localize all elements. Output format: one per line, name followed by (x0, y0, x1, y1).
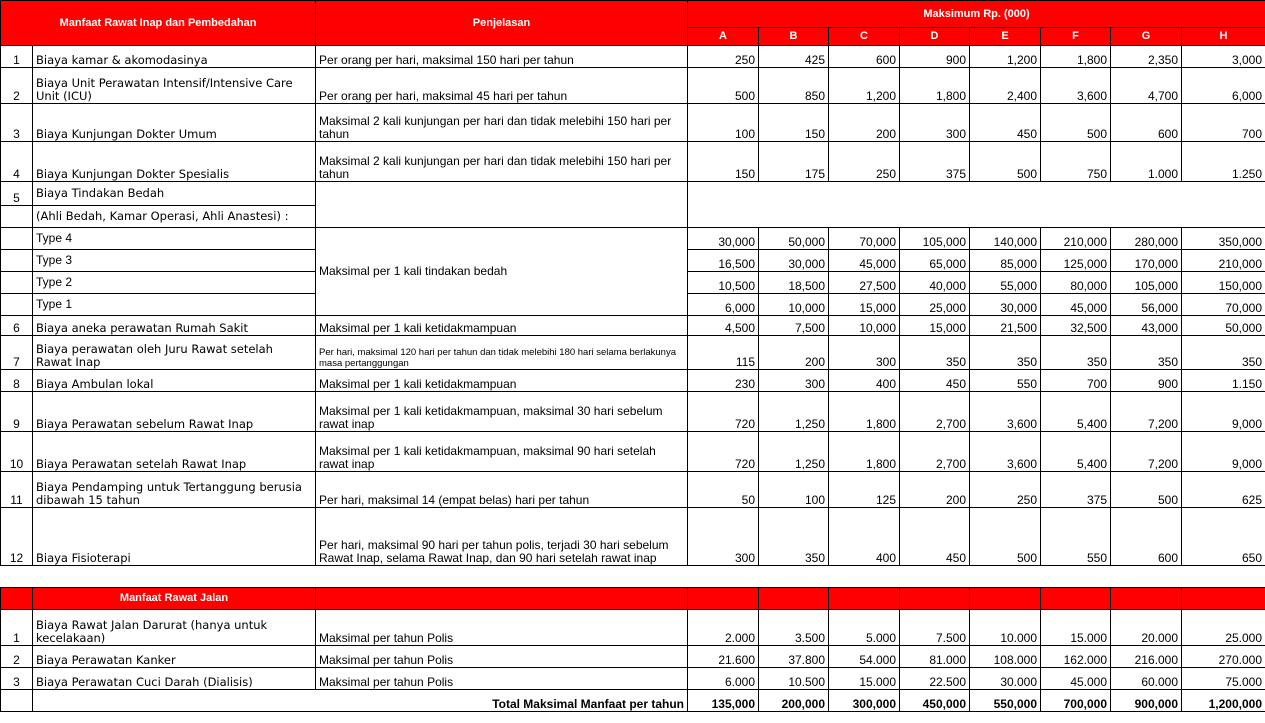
plan-value: 5,400 (1041, 392, 1111, 432)
plan-value: 175 (759, 142, 829, 182)
plan-value: 600 (1111, 508, 1182, 566)
row-number: 9 (1, 392, 33, 432)
plan-value: 32,500 (1041, 316, 1111, 336)
plan-value: 1,200 (970, 46, 1041, 68)
benefit-name: Biaya Pendamping untuk Tertanggung berusia dibawah 15 tahun (33, 472, 316, 508)
plan-value: 700 (1041, 370, 1111, 392)
blank-cell (316, 206, 688, 228)
row-number: 4 (1, 142, 33, 182)
benefit-description: Per hari, maksimal 120 hari per tahun dan tidak melebihi 180 hari selama berlakunya masa pertanggungan (316, 336, 688, 370)
plan-value: 10.000 (970, 610, 1041, 646)
plan-value: 720 (688, 392, 759, 432)
plan-value: 300 (829, 336, 900, 370)
plan-value: 7,200 (1111, 432, 1182, 472)
benefit-description: Maksimal per 1 kali ketidakmampuan, maksimal 90 hari setelah rawat inap (316, 432, 688, 472)
benefit-name: Biaya Kunjungan Dokter Umum (33, 104, 316, 142)
plan-header-g: G (1111, 28, 1182, 46)
plan-header-d: D (900, 28, 970, 46)
plan-value: 350 (970, 336, 1041, 370)
plan-value: 400 (829, 508, 900, 566)
plan-value: 1,800 (900, 68, 970, 104)
plan-value: 100 (759, 472, 829, 508)
plan-value: 700 (1182, 104, 1265, 142)
plan-value: 7.500 (900, 610, 970, 646)
plan-value: 600 (829, 46, 900, 68)
plan-value: 37.800 (759, 646, 829, 668)
plan-value: 115 (688, 336, 759, 370)
blank-header-cell (970, 588, 1041, 610)
plan-value: 1,800 (1041, 46, 1111, 68)
plan-value: 5,400 (1041, 432, 1111, 472)
plan-value: 30,000 (688, 228, 759, 250)
plan-value: 30,000 (759, 250, 829, 272)
plan-value: 108.000 (970, 646, 1041, 668)
benefit-name: Biaya kamar & akomodasinya (33, 46, 316, 68)
table-row (1, 668, 1265, 690)
blank-header-cell (316, 588, 688, 610)
benefit-description: Maksimal 2 kali kunjungan per hari dan tidak melebihi 150 hari per tahun (316, 142, 688, 182)
plan-value: 22.500 (900, 668, 970, 690)
plan-value: 450 (970, 104, 1041, 142)
benefit-description: Maksimal per tahun Polis (316, 668, 688, 690)
plan-value: 1,200 (829, 68, 900, 104)
row-number: 7 (1, 336, 33, 370)
plan-value: 45.000 (1041, 668, 1111, 690)
plan-value: 54.000 (829, 646, 900, 668)
plan-value: 10,500 (688, 272, 759, 294)
plan-value: 56,000 (1111, 294, 1182, 316)
blank-header-cell (759, 588, 829, 610)
surgery-type-name: Type 1 (33, 294, 316, 316)
benefit-name: Biaya Fisioterapi (33, 508, 316, 566)
plan-value: 550 (1041, 508, 1111, 566)
plan-value: 2,350 (1111, 46, 1182, 68)
plan-value: 162.000 (1041, 646, 1111, 668)
plan-value: 15.000 (1041, 610, 1111, 646)
spacer-row (1, 566, 1265, 588)
blank-header-cell (829, 588, 900, 610)
plan-value: 2.000 (688, 610, 759, 646)
plan-value: 105,000 (1111, 272, 1182, 294)
plan-value: 3,600 (970, 392, 1041, 432)
surgery-type-name: Type 2 (33, 272, 316, 294)
plan-value: 100 (688, 104, 759, 142)
blank-cell (1, 228, 33, 250)
total-row (1, 690, 1265, 712)
total-value: 200,000 (759, 690, 829, 712)
total-value: 300,000 (829, 690, 900, 712)
benefit-description: Maksimal per 1 kali ketidakmampuan, maksimal 30 hari sebelum rawat inap (316, 392, 688, 432)
plan-header-a: A (688, 28, 759, 46)
total-value: 450,000 (900, 690, 970, 712)
benefit-description: Per orang per hari, maksimal 150 hari per tahun (316, 46, 688, 68)
plan-value: 750 (1041, 142, 1111, 182)
benefit-table-body (1, 1, 1265, 712)
plan-value: 200 (900, 472, 970, 508)
row-number: 2 (1, 646, 33, 668)
table-row (1, 104, 1265, 142)
plan-value: 43,000 (1111, 316, 1182, 336)
plan-value: 85,000 (970, 250, 1041, 272)
plan-value: 720 (688, 432, 759, 472)
row-number: 11 (1, 472, 33, 508)
plan-value: 6.000 (688, 668, 759, 690)
row-number: 3 (1, 668, 33, 690)
table-row (1, 68, 1265, 104)
total-value: 700,000 (1041, 690, 1111, 712)
plan-value: 10,000 (759, 294, 829, 316)
plan-value: 350 (1111, 336, 1182, 370)
plan-value: 150,000 (1182, 272, 1265, 294)
plan-value: 4,700 (1111, 68, 1182, 104)
plan-value: 80,000 (1041, 272, 1111, 294)
row-number: 8 (1, 370, 33, 392)
benefit-description: Per hari, maksimal 14 (empat belas) hari per tahun (316, 472, 688, 508)
plan-value: 10,000 (829, 316, 900, 336)
plan-value: 81.000 (900, 646, 970, 668)
plan-value: 21.600 (688, 646, 759, 668)
benefit-name: Biaya Tindakan Bedah (33, 182, 316, 206)
row-number: 12 (1, 508, 33, 566)
benefit-name: Biaya Perawatan setelah Rawat Inap (33, 432, 316, 472)
plan-value: 230 (688, 370, 759, 392)
table-row (1, 370, 1265, 392)
plan-value: 300 (688, 508, 759, 566)
plan-value: 1,250 (759, 392, 829, 432)
plan-value: 5.000 (829, 610, 900, 646)
total-value: 135,000 (688, 690, 759, 712)
plan-value: 15,000 (900, 316, 970, 336)
blank-header-cell (1182, 588, 1265, 610)
plan-value: 350 (1182, 336, 1265, 370)
blank-cell (1, 690, 33, 712)
benefit-description: Maksimal 2 kali kunjungan per hari dan tidak melebihi 150 hari per tahun (316, 104, 688, 142)
plan-value: 1,800 (829, 392, 900, 432)
benefit-name: Biaya Ambulan lokal (33, 370, 316, 392)
plan-value: 15,000 (829, 294, 900, 316)
plan-value: 450 (900, 508, 970, 566)
total-value: 550,000 (970, 690, 1041, 712)
plan-value: 3,600 (970, 432, 1041, 472)
table-row (1, 316, 1265, 336)
plan-value: 125 (829, 472, 900, 508)
plan-value: 21,500 (970, 316, 1041, 336)
benefit-name: Biaya Rawat Jalan Darurat (hanya untuk kecelakaan) (33, 610, 316, 646)
blank-header-cell (1111, 588, 1182, 610)
plan-value: 7,200 (1111, 392, 1182, 432)
plan-value: 850 (759, 68, 829, 104)
plan-value: 350,000 (1182, 228, 1265, 250)
plan-value: 27,500 (829, 272, 900, 294)
plan-value: 250 (829, 142, 900, 182)
blank-cell (1, 250, 33, 272)
row-number: 5 (1, 182, 33, 206)
row-number: 2 (1, 68, 33, 104)
plan-header-c: C (829, 28, 900, 46)
table-row (1, 432, 1265, 472)
plan-value: 210,000 (1041, 228, 1111, 250)
plan-value: 250 (688, 46, 759, 68)
plan-value: 1.150 (1182, 370, 1265, 392)
description-header: Penjelasan (316, 1, 688, 46)
plan-value: 70,000 (1182, 294, 1265, 316)
plan-value: 75.000 (1182, 668, 1265, 690)
plan-value: 350 (1041, 336, 1111, 370)
plan-value: 1.250 (1182, 142, 1265, 182)
plan-value: 3.500 (759, 610, 829, 646)
benefit-name: Biaya Kunjungan Dokter Spesialis (33, 142, 316, 182)
plan-header-e: E (970, 28, 1041, 46)
plan-value: 900 (900, 46, 970, 68)
plan-value: 300 (900, 104, 970, 142)
plan-value: 200 (829, 104, 900, 142)
surgery-type-row (1, 228, 1265, 250)
blank-header-cell (688, 588, 759, 610)
benefit-name: Biaya Perawatan Cuci Darah (Dialisis) (33, 668, 316, 690)
outpatient-header: Manfaat Rawat Jalan (33, 588, 316, 610)
plan-value: 500 (970, 508, 1041, 566)
plan-value: 900 (1111, 370, 1182, 392)
row-number: 3 (1, 104, 33, 142)
plan-value: 4,500 (688, 316, 759, 336)
benefit-name: Biaya Unit Perawatan Intensif/Intensive Care Unit (ICU) (33, 68, 316, 104)
plan-value: 60.000 (1111, 668, 1182, 690)
plan-value: 140,000 (970, 228, 1041, 250)
plan-value: 200 (759, 336, 829, 370)
table-row (1, 472, 1265, 508)
outpatient-header-row (1, 588, 1265, 610)
plan-value: 10.500 (759, 668, 829, 690)
plan-value: 600 (1111, 104, 1182, 142)
plan-value: 250 (970, 472, 1041, 508)
plan-value: 1,800 (829, 432, 900, 472)
total-label: Total Maksimal Manfaat per tahun (33, 690, 688, 712)
table-row (1, 508, 1265, 566)
plan-value: 375 (1041, 472, 1111, 508)
plan-value: 50 (688, 472, 759, 508)
benefit-name: Biaya aneka perawatan Rumah Sakit (33, 316, 316, 336)
benefit-name: Biaya Perawatan sebelum Rawat Inap (33, 392, 316, 432)
plan-value: 30,000 (970, 294, 1041, 316)
surgery-type-name: Type 4 (33, 228, 316, 250)
benefit-description: Maksimal per tahun Polis (316, 646, 688, 668)
benefit-description: Maksimal per 1 kali ketidakmampuan (316, 370, 688, 392)
plan-value: 1,250 (759, 432, 829, 472)
plan-value: 280,000 (1111, 228, 1182, 250)
plan-value: 20.000 (1111, 610, 1182, 646)
blank-header-cell (1041, 588, 1111, 610)
surgery-type-name: Type 3 (33, 250, 316, 272)
plan-value: 500 (1041, 104, 1111, 142)
plan-value: 45,000 (829, 250, 900, 272)
plan-value: 25.000 (1182, 610, 1265, 646)
blank-cell (1, 272, 33, 294)
plan-value: 425 (759, 46, 829, 68)
plan-header-h: H (1182, 28, 1265, 46)
benefit-description: Per orang per hari, maksimal 45 hari per tahun (316, 68, 688, 104)
plan-value: 270.000 (1182, 646, 1265, 668)
plan-value: 6,000 (1182, 68, 1265, 104)
plan-value: 2,700 (900, 432, 970, 472)
plan-value: 65,000 (900, 250, 970, 272)
plan-value: 15.000 (829, 668, 900, 690)
plan-header-b: B (759, 28, 829, 46)
table-row (1, 336, 1265, 370)
plan-value: 450 (900, 370, 970, 392)
plan-value: 550 (970, 370, 1041, 392)
plan-value: 50,000 (759, 228, 829, 250)
spacer (1, 566, 1265, 588)
plan-value: 105,000 (900, 228, 970, 250)
plan-value: 6,000 (688, 294, 759, 316)
plan-value: 300 (759, 370, 829, 392)
plan-value: 350 (759, 508, 829, 566)
plan-value: 70,000 (829, 228, 900, 250)
surgery-title-row (1, 182, 1265, 206)
plan-value: 210,000 (1182, 250, 1265, 272)
benefit-name: Biaya perawatan oleh Juru Rawat setelah Rawat Inap (33, 336, 316, 370)
table-row (1, 392, 1265, 432)
benefit-description: Per hari, maksimal 90 hari per tahun polis, terjadi 30 hari sebelum Rawat Inap, selama Rawat Inap, dan 90 hari setelah rawat inap (316, 508, 688, 566)
plan-value: 30.000 (970, 668, 1041, 690)
plan-value: 2,400 (970, 68, 1041, 104)
plan-value: 25,000 (900, 294, 970, 316)
table-row (1, 646, 1265, 668)
blank-cell (1, 294, 33, 316)
blank-cell (1, 206, 33, 228)
benefit-name: Biaya Perawatan Kanker (33, 646, 316, 668)
plan-value: 216.000 (1111, 646, 1182, 668)
benefit-description: Maksimal per tahun Polis (316, 610, 688, 646)
plan-value: 375 (900, 142, 970, 182)
plan-value: 55,000 (970, 272, 1041, 294)
plan-value: 1.000 (1111, 142, 1182, 182)
benefit-header: Manfaat Rawat Inap dan Pembedahan (1, 1, 316, 46)
plan-header-f: F (1041, 28, 1111, 46)
blank-header-cell (900, 588, 970, 610)
plan-value: 16,500 (688, 250, 759, 272)
plan-value: 625 (1182, 472, 1265, 508)
blank-cell (688, 182, 1265, 228)
plan-value: 9,000 (1182, 432, 1265, 472)
total-value: 900,000 (1111, 690, 1182, 712)
plan-value: 3,600 (1041, 68, 1111, 104)
table-row (1, 46, 1265, 68)
plan-value: 170,000 (1111, 250, 1182, 272)
table-row (1, 610, 1265, 646)
row-number: 1 (1, 46, 33, 68)
row-number: 1 (1, 610, 33, 646)
total-value: 1,200,000 (1182, 690, 1265, 712)
plan-value: 650 (1182, 508, 1265, 566)
blank-header-cell (1, 588, 33, 610)
surgery-description: Maksimal per 1 kali tindakan bedah (316, 228, 688, 316)
plan-value: 500 (1111, 472, 1182, 508)
plan-value: 500 (688, 68, 759, 104)
benefit-description: Maksimal per 1 kali ketidakmampuan (316, 316, 688, 336)
row-number: 10 (1, 432, 33, 472)
plan-value: 40,000 (900, 272, 970, 294)
plan-value: 2,700 (900, 392, 970, 432)
row-number: 6 (1, 316, 33, 336)
maximum-header: Maksimum Rp. (000) (688, 1, 1265, 28)
table-row (1, 142, 1265, 182)
blank-cell (316, 182, 688, 206)
plan-value: 9,000 (1182, 392, 1265, 432)
plan-value: 400 (829, 370, 900, 392)
plan-value: 18,500 (759, 272, 829, 294)
header-row (1, 1, 1265, 28)
plan-value: 150 (688, 142, 759, 182)
plan-value: 7,500 (759, 316, 829, 336)
plan-value: 50,000 (1182, 316, 1265, 336)
plan-value: 150 (759, 104, 829, 142)
plan-value: 350 (900, 336, 970, 370)
plan-value: 125,000 (1041, 250, 1111, 272)
plan-value: 500 (970, 142, 1041, 182)
plan-value: 3,000 (1182, 46, 1265, 68)
surgery-subtitle: (Ahli Bedah, Kamar Operasi, Ahli Anastesi) : (33, 206, 316, 228)
plan-value: 45,000 (1041, 294, 1111, 316)
